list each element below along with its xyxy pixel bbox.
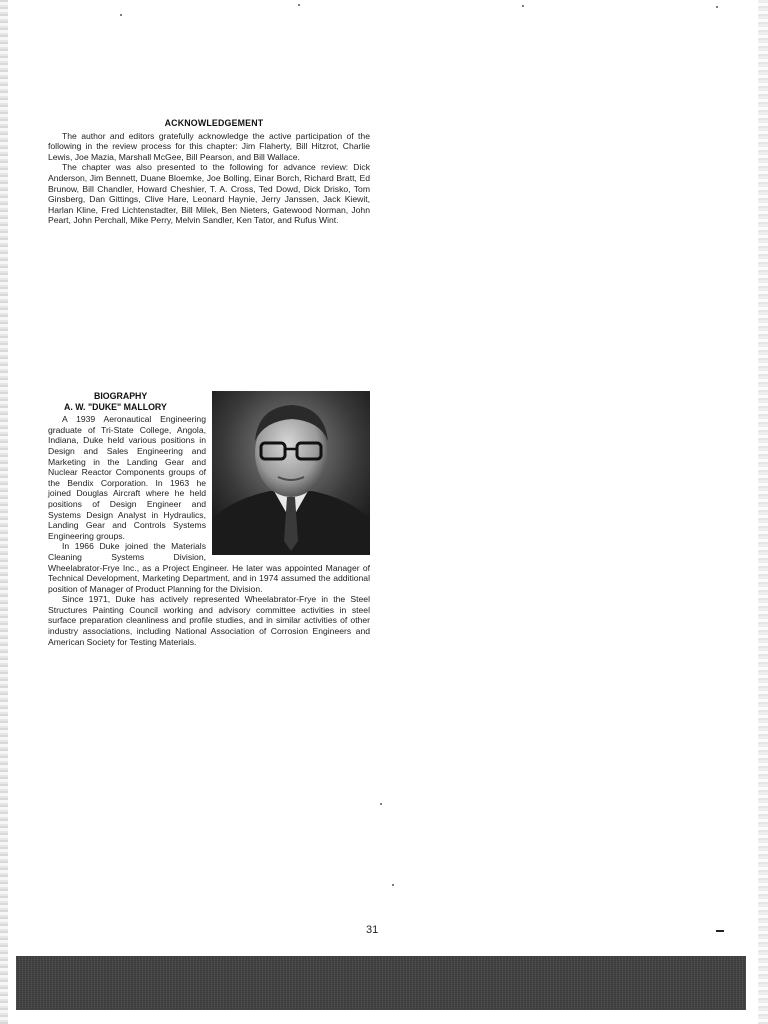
scan-speck <box>380 803 382 805</box>
acknowledgement-heading: ACKNOWLEDGEMENT <box>164 118 264 128</box>
author-portrait-photo <box>212 391 370 555</box>
acknowledgement-paragraph: The chapter was also presented to the following for advance review: Dick Anderson, Jim Bennett, Duane Bloemke, Joe Bolling, Einar Borch, Richard Bratt, Ed Brunow, Bill Chandler, Howard Cheshier, T. A. Cross, Ted Dowd, Dick Drisko, Tom Ginsberg, Dan Gittings, Clive Hare, Leonard Haynie, Jerry Janssen, Jack Kiewit, Harlan Kline, Fred Lichtenstadter, Bill Milek, Ben Nieters, Gatewood Norman, John Peart, John Perchall, Mike Perry, Melvin Sandler, Ken Tator, and Rufus Wint. <box>48 162 370 226</box>
biography-section <box>48 391 370 647</box>
biography-heading: BIOGRAPHY <box>94 391 148 401</box>
scan-speck <box>392 884 394 886</box>
biography-name: A. W. "DUKE" MALLORY <box>64 401 167 412</box>
page-number: 31 <box>366 924 379 936</box>
scan-edge-left <box>0 0 8 1024</box>
scan-footer-band <box>16 956 746 1010</box>
biography-paragraph: A 1939 Aeronautical Engineering graduate of Tri-State College, Angola, Indiana, Duke held various positions in Design and Sales Engineering and Marketing in the Landing Gear and Nuclear Reactor Components groups of the Bendix Corporation. In 1963 he joined Douglas Aircraft where he held positions of Design Engineer and Systems Design Analyst in Hydraulics, Landing Gear and Controls Systems Engineering groups. <box>48 414 206 541</box>
portrait-image <box>212 391 370 555</box>
scan-speck <box>120 14 122 16</box>
scan-speck <box>522 5 524 7</box>
scan-speck <box>716 6 718 8</box>
scan-speck <box>298 4 300 6</box>
biography-paragraph: Since 1971, Duke has actively represented Wheelabrator-Frye in the Steel Structures Painting Council working and advisory committee activities in steel surface preparation cleanliness and profile studies, and in similar activities of other industry associations, including National Association of Corrosion Engineers and American Society for Testing Materials. <box>48 594 370 647</box>
acknowledgement-section <box>48 118 370 226</box>
scan-edge-right <box>758 0 768 1024</box>
biography-paragraph: In 1966 Duke joined the Materials Cleaning Systems Division, Wheelabrator-Frye Inc., as a Project Engineer. He later was appointed Manager of Technical Development, Marketing Department, and in 1974 assumed the additional position of Manager of Product Planning for the Division. <box>48 541 370 594</box>
scan-mark <box>716 930 724 932</box>
acknowledgement-paragraph: The author and editors gratefully acknowledge the active participation of the following in the review process for this chapter: Jim Flaherty, Bill Hitzrot, Charlie Lewis, Joe Mazia, Marshall McGee, Bill Pearson, and Bill Wallace. <box>48 130 370 162</box>
